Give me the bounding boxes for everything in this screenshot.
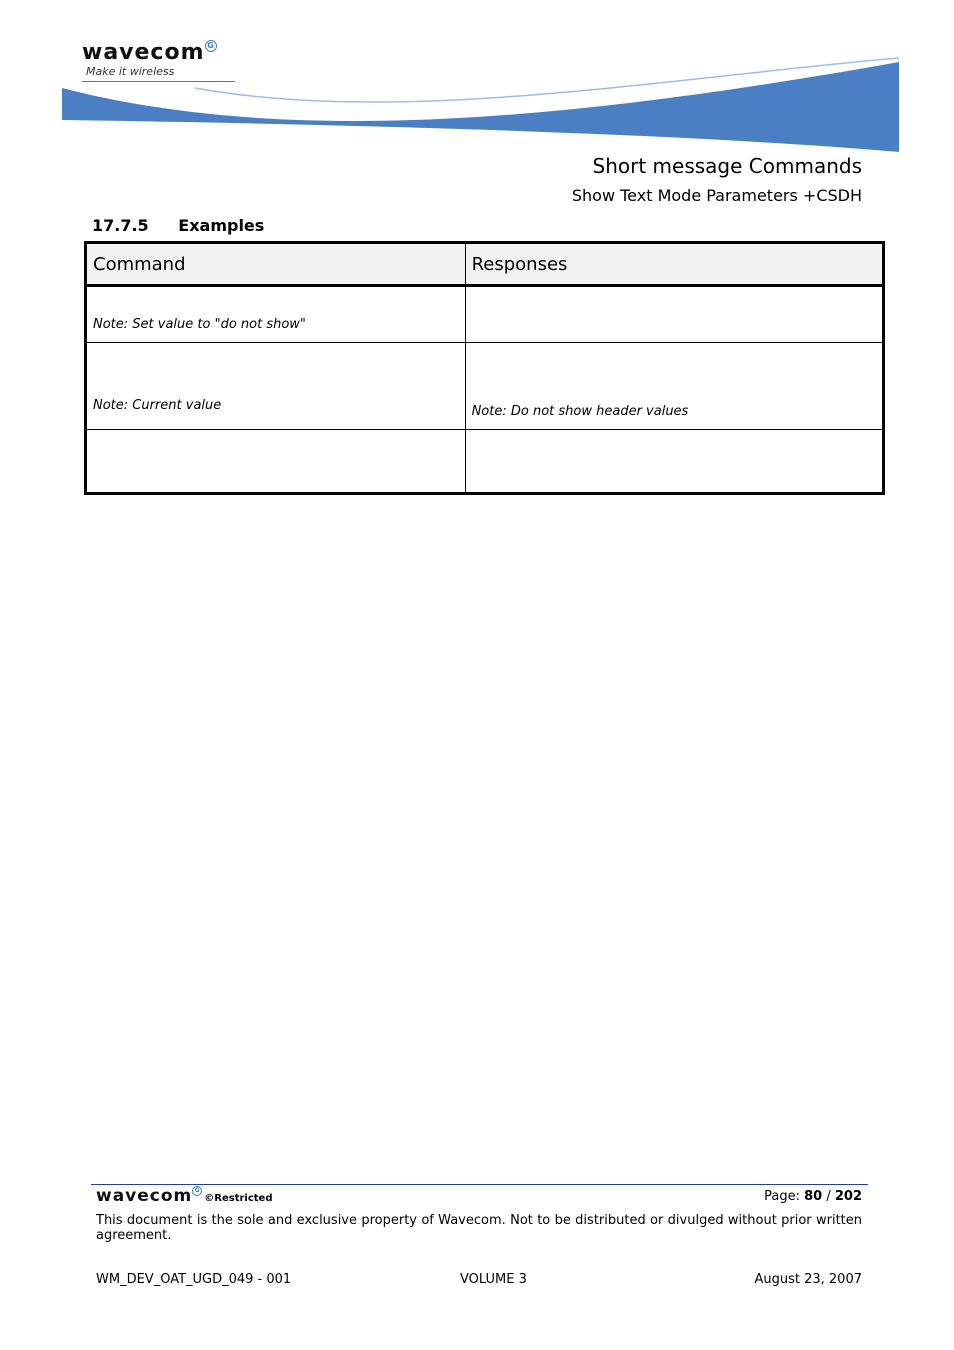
table-row <box>86 286 884 343</box>
footer-logo <box>96 1186 273 1206</box>
command-cell <box>86 430 466 494</box>
swoosh-band <box>62 62 899 152</box>
page-current: 80 <box>804 1189 823 1204</box>
response-cell <box>465 430 883 494</box>
chapter-title: Short message Commands <box>592 154 862 178</box>
logo-wordmark: wavecom <box>82 40 205 65</box>
examples-table <box>84 241 885 495</box>
column-header-responses: Responses <box>465 243 883 286</box>
confidentiality-notice: This document is the sole and exclusive property of Wavecom. Not to be distributed or divulged without prior written agreement. <box>96 1213 862 1243</box>
column-header-command: Command <box>86 243 466 286</box>
logo-mark-icon: G <box>205 40 217 52</box>
document-date: August 23, 2007 <box>754 1272 862 1287</box>
heading-number: 17.7.5 <box>92 216 149 235</box>
command-cell: Note: Current value <box>86 343 466 430</box>
restricted-label: ©Restricted <box>204 1193 273 1204</box>
table-header-row <box>86 243 884 286</box>
page-number <box>764 1189 862 1204</box>
footer-rule <box>91 1184 868 1185</box>
table-row <box>86 430 884 494</box>
table-row <box>86 343 884 430</box>
volume-label: VOLUME 3 <box>460 1272 527 1287</box>
heading-title: Examples <box>178 216 265 235</box>
page-total: 202 <box>834 1189 862 1204</box>
page-label: Page: <box>764 1189 800 1204</box>
page-separator: / <box>826 1189 831 1204</box>
footer-logo-wordmark: wavecom <box>96 1186 193 1206</box>
document-reference: WM_DEV_OAT_UGD_049 - 001 <box>96 1272 292 1287</box>
logo-tagline: Make it wireless <box>86 65 175 78</box>
section-title: Show Text Mode Parameters +CSDH <box>571 186 862 205</box>
header-swoosh <box>0 0 954 160</box>
response-cell: Note: Do not show header values <box>465 343 883 430</box>
section-heading <box>92 216 264 235</box>
footer-logo-mark-icon: G <box>192 1186 202 1196</box>
command-cell: Note: Set value to "do not show" <box>86 286 466 343</box>
response-cell <box>465 286 883 343</box>
